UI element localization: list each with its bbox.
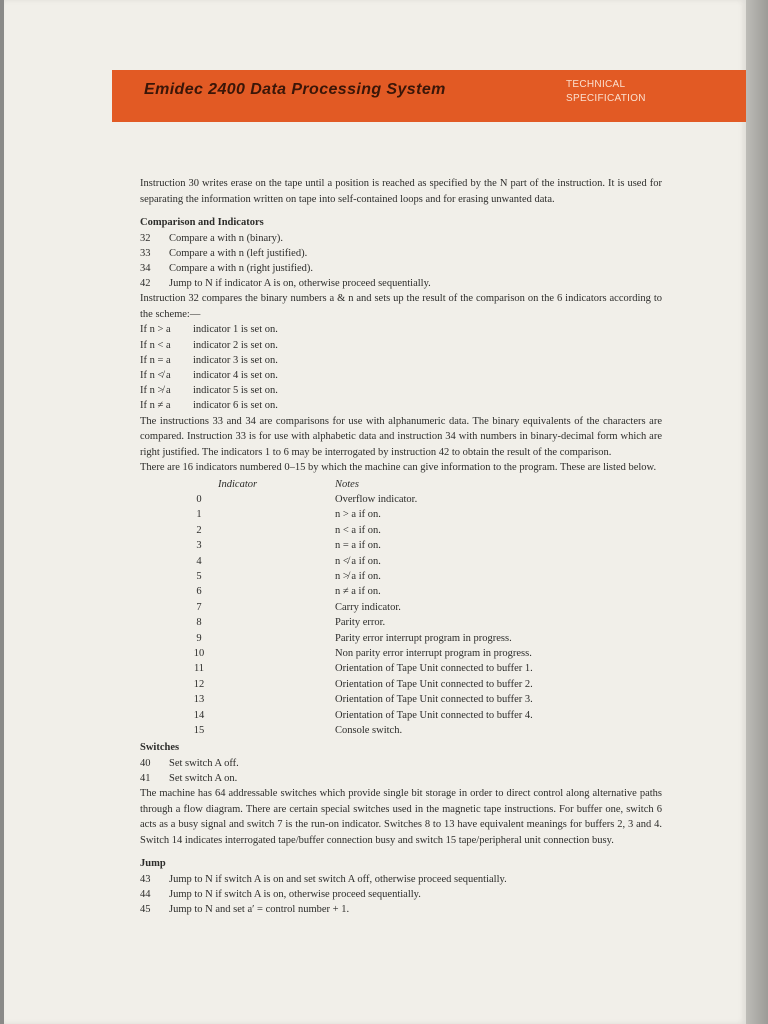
scheme-condition: If n ≠ a (140, 400, 171, 412)
scheme-condition: If n > a (140, 324, 171, 336)
instruction-row (140, 261, 662, 276)
indicator-number: 14 (193, 709, 205, 721)
indicator-note: n > a if on. (335, 509, 381, 521)
instruction-row (140, 771, 662, 786)
scheme-result: indicator 1 is set on. (193, 324, 278, 336)
table-row (140, 523, 662, 538)
indicator-note: Orientation of Tape Unit connected to buffer 3. (335, 694, 533, 706)
indicator-note: n = a if on. (335, 540, 381, 552)
indicator-note: Carry indicator. (335, 601, 401, 613)
comparison-heading: Comparison and Indicators (140, 217, 264, 228)
instruction-text: Jump to N if switch A is on, otherwise proceed sequentially. (169, 889, 421, 901)
instruction-text: Compare a with n (left justified). (169, 247, 308, 259)
scheme-row (140, 338, 662, 353)
indicator-note: Console switch. (335, 725, 403, 737)
page-edge (746, 0, 768, 1024)
scheme-row (140, 368, 662, 383)
scheme-result: indicator 3 is set on. (193, 354, 278, 366)
instruction-row (140, 756, 662, 771)
table-row (140, 677, 662, 692)
switches-paragraph: The machine has 64 addressable switches which provide single bit storage in order to direct control along alternative paths through a flow diagram. There are certain special switches used in the magnetic tape instructions. For buffer one, switch 6 acts as a busy signal and switch 7 is the run-on indicator. Switches 8 to 13 have equivalent meanings for buffers 2, 3 and 4. Switch 14 indicates interrogated tape/buffer connection busy and switch 15 tape/peripheral unit connection busy. (140, 788, 662, 846)
table-row (140, 507, 662, 522)
indicator-note: Parity error interrupt program in progress. (335, 632, 512, 644)
table-row (140, 569, 662, 584)
jump-heading: Jump (140, 858, 166, 870)
scheme-row (140, 398, 662, 413)
document-title: Emidec 2400 Data Processing System (144, 81, 446, 98)
indicator-number: 1 (196, 509, 202, 521)
indicator-number: 7 (196, 601, 202, 613)
instruction-row (140, 231, 662, 246)
indicator-number: 9 (196, 632, 202, 644)
instruction-number: 40 (140, 757, 151, 769)
document-page (4, 0, 746, 1024)
comparison-paragraph-2: The instructions 33 and 34 are comparisons for use with alphanumeric data. The binary equivalents of the characters are compared. Instruction 33 is for use with alphabetic data and instruction 34 with numbers in binary-decimal form which are right justified. The indicators 1 to 6 may be interrogated by instruction 42 to obtain the result of the comparison. (140, 415, 662, 458)
comparison-paragraph-3: There are 16 indicators numbered 0–15 by which the machine can give information to the program. These are listed below. (140, 462, 657, 474)
scheme-result: indicator 2 is set on. (193, 339, 278, 351)
indicator-note: n ≯ a if on. (335, 570, 381, 582)
instruction-row (140, 887, 662, 902)
indicator-number: 11 (193, 663, 205, 675)
table-row (140, 692, 662, 707)
instruction-row (140, 276, 662, 291)
indicator-table-header (140, 477, 662, 492)
scheme-row (140, 353, 662, 368)
indicator-note: Non parity error interrupt program in progress. (335, 648, 532, 659)
table-row (140, 646, 662, 661)
scheme-condition: If n ≯ a (140, 385, 171, 397)
table-row (140, 600, 662, 615)
indicator-note: Orientation of Tape Unit connected to buffer 2. (335, 678, 533, 690)
instruction-number: 34 (140, 262, 151, 274)
document-tag (566, 78, 646, 106)
tag-line-1: TECHNICAL (566, 79, 626, 90)
indicator-note: Parity error. (335, 617, 386, 629)
scheme-condition: If n = a (140, 354, 171, 366)
table-row (140, 723, 662, 738)
indicator-number: 3 (196, 540, 202, 552)
scheme-row (140, 322, 662, 337)
intro-paragraph: Instruction 30 writes erase on the tape until a position is reached as specified by the N part of the instruction. It is used for separating the information written on tape into self-contained loops and for erasing unwanted data. (140, 178, 662, 205)
scheme-condition: If n < a (140, 339, 171, 351)
instruction-row (140, 246, 662, 261)
instruction-text: Set switch A on. (169, 773, 238, 785)
instruction-number: 41 (140, 773, 151, 785)
table-row (140, 554, 662, 569)
indicator-number: 6 (196, 586, 202, 598)
indicator-number: 13 (193, 694, 205, 706)
indicator-note: n < a if on. (335, 524, 381, 536)
table-row (140, 631, 662, 646)
indicator-note: Overflow indicator. (335, 493, 418, 505)
instruction-number: 44 (140, 889, 151, 901)
comparison-paragraph-1: Instruction 32 compares the binary numbers a & n and sets up the result of the comparison on the 6 indicators according to the scheme:— (140, 293, 662, 320)
indicator-note: n ≠ a if on. (335, 586, 381, 598)
switches-heading: Switches (140, 742, 180, 754)
indicator-number: 0 (196, 493, 202, 505)
instruction-number: 42 (140, 278, 151, 290)
instruction-row (140, 902, 662, 917)
indicator-column-header: Indicator (218, 478, 258, 490)
indicator-number: 12 (193, 678, 205, 690)
scheme-row (140, 383, 662, 398)
table-row (140, 584, 662, 599)
indicator-note: n ≮ a if on. (335, 555, 381, 567)
indicator-number: 4 (196, 555, 202, 567)
table-row (140, 615, 662, 630)
indicator-note: Orientation of Tape Unit connected to buffer 4. (335, 709, 533, 721)
instruction-text: Compare a with n (right justified). (169, 262, 314, 274)
indicator-number: 8 (196, 617, 202, 629)
instruction-text: Set switch A off. (169, 757, 239, 769)
instruction-number: 43 (140, 873, 151, 885)
instruction-number: 33 (140, 247, 151, 259)
instruction-number: 32 (140, 232, 151, 244)
instruction-row (140, 872, 662, 887)
instruction-text: Jump to N and set a′ = control number + 1. (169, 904, 350, 916)
notes-column-header: Notes (335, 478, 359, 490)
scheme-result: indicator 4 is set on. (193, 369, 278, 381)
indicator-note: Orientation of Tape Unit connected to buffer 1. (335, 663, 533, 675)
page-content (140, 176, 662, 917)
indicator-table (140, 477, 662, 739)
indicator-number: 2 (196, 524, 202, 536)
instruction-text: Compare a with n (binary). (169, 232, 284, 244)
instruction-number: 45 (140, 904, 151, 916)
instruction-text: Jump to N if indicator A is on, otherwise proceed sequentially. (169, 278, 431, 290)
table-row (140, 492, 662, 507)
scheme-result: indicator 5 is set on. (193, 385, 278, 397)
scheme-condition: If n ≮ a (140, 369, 171, 381)
indicator-number: 10 (193, 648, 205, 659)
instruction-text: Jump to N if switch A is on and set switch A off, otherwise proceed sequentially. (169, 873, 507, 885)
indicator-number: 5 (196, 570, 202, 582)
table-row (140, 661, 662, 676)
indicator-number: 15 (193, 725, 205, 737)
table-row (140, 538, 662, 553)
table-row (140, 708, 662, 723)
scheme-result: indicator 6 is set on. (193, 400, 278, 412)
tag-line-2: SPECIFICATION (566, 93, 646, 104)
header-banner (112, 70, 748, 122)
